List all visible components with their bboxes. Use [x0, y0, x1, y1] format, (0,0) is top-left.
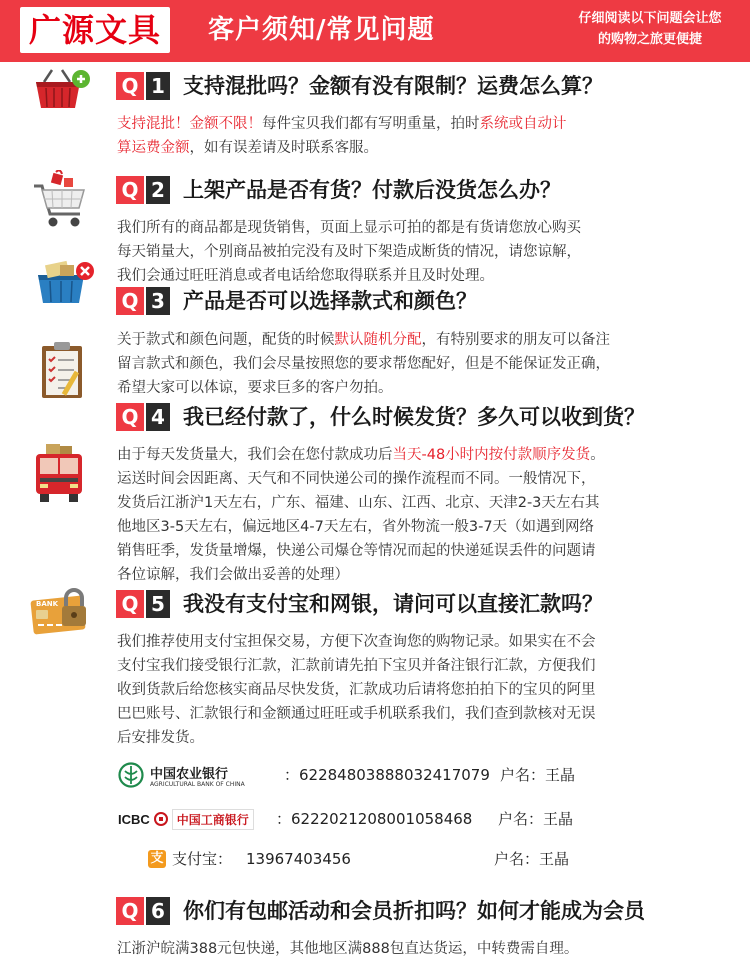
q-letter: Q [116, 176, 144, 204]
q4-line-4: 他地区3-5天左右，偏远地区4-7天左右，省外物流一般3-7天（如遇到网络 [117, 519, 595, 535]
abc-name: 中国农业银行 [150, 767, 229, 782]
q-letter: Q [116, 590, 144, 618]
abc-holder: 户名：王晶 [500, 766, 576, 784]
q4-title: 我已经付款了，什么时候发货？多久可以收到货？ [183, 405, 645, 429]
alipay-account: 13967403456 [246, 850, 351, 868]
alipay-logo-icon: 支 [148, 850, 166, 868]
q3-line-2: 留言款式和颜色，我们会尽量按照您的要求帮您配好，但是不能保证发正确， [117, 356, 610, 372]
q3-answer [117, 328, 737, 400]
q-letter: Q [116, 287, 144, 315]
q4-answer [117, 443, 737, 587]
q5-title: 我没有支付宝和网银，请问可以直接汇款吗？ [183, 592, 603, 616]
q5-line-2: 支付宝我们接受银行汇款，汇款前请先拍下宝贝并备注银行汇款，方便我们 [117, 658, 596, 674]
q3-red: 默认随机分配 [334, 332, 422, 348]
q2-answer [117, 216, 727, 288]
q3-line-1b: ，有特别要求的朋友可以备注 [421, 332, 610, 348]
q4-line-5: 销售旺季，发货量增爆，快递公司爆仓等情况而起的快递延误丢件的问题请 [117, 543, 596, 559]
q5-answer [117, 630, 737, 750]
q-number: 1 [146, 72, 170, 100]
q-number: 2 [146, 176, 170, 204]
q3-title: 产品是否可以选择款式和颜色？ [183, 289, 477, 313]
icbc-name: 中国工商银行 [172, 809, 254, 830]
brand-name: 广源文具 [28, 11, 161, 49]
q6-badge [116, 897, 170, 925]
q1-answer [117, 112, 677, 160]
bank-row-abc [118, 762, 718, 788]
page-title: 客户须知/常见问题 [208, 15, 435, 45]
shopping-cart-icon [30, 170, 92, 236]
q2-badge [116, 176, 170, 204]
icbc-en: ICBC [118, 811, 150, 827]
clipboard-icon [38, 340, 88, 402]
q3-line-3: 希望大家可以体谅，要求巨多的客户勿拍。 [117, 380, 393, 396]
abc-account: ：6228480388803241707​9 [284, 766, 490, 784]
q1-red-1: 支持混批！金额不限！ [117, 116, 262, 132]
basket-add-icon [30, 66, 92, 112]
q-number: 5 [146, 590, 170, 618]
alipay-holder: 户名：王晶 [494, 850, 570, 868]
icbc-emblem-icon [154, 812, 168, 826]
q-number: 3 [146, 287, 170, 315]
q4-line-1 [117, 443, 737, 467]
truck-icon [30, 442, 90, 506]
q5-line-3: 收到货款后给您核实商品尽快发货，汇款成功后请将您拍拍下的宝贝的阿里 [117, 682, 596, 698]
bank-card-lock-icon [30, 584, 94, 648]
q1-badge [116, 72, 170, 100]
q6-line-1: 江浙沪皖满388元包快递，其他地区满888包直达货运，中转费需自理。 [117, 941, 579, 957]
q4-line-1b: 。 [590, 447, 605, 463]
header-note-line1: 仔细阅读以下问题会让您 [578, 11, 722, 26]
q2-line-1: 我们所有的商品都是现货销售，页面上显示可拍的都是有货请您放心购买 [117, 220, 581, 236]
q-number: 6 [146, 897, 170, 925]
q4-badge [116, 403, 170, 431]
q1-text-1: 每件宝贝我们都有写明重量，拍时 [262, 116, 480, 132]
abc-english-name: AGRICULTURAL BANK OF CHINA [150, 781, 245, 788]
bank-row-alipay [118, 846, 718, 872]
header-note [560, 8, 740, 50]
q6-title: 你们有包邮活动和会员折扣吗？如何才能成为会员 [183, 899, 645, 923]
q5-badge [116, 590, 170, 618]
bank-card-label: BANK [36, 600, 59, 608]
q2-line-2: 每天销量大，个别商品被拍完没有及时下架造成断货的情况，请您谅解， [117, 244, 581, 260]
q5-line-4: 巴巴账号、汇款银行和金额通过旺旺或手机联系我们，我们查到款核对无误 [117, 706, 596, 722]
q-letter: Q [116, 403, 144, 431]
q-letter: Q [116, 72, 144, 100]
q2-line-3: 我们会通过旺旺消息或者电话给您取得联系并且及时处理。 [117, 268, 494, 284]
q1-title: 支持混批吗？金额有没有限制？运费怎么算？ [183, 74, 603, 98]
q4-line-3: 发货后江浙沪1天左右，广东、福建、山东、江西、北京、天津2-3天左右其 [117, 495, 600, 511]
q6-answer [117, 937, 737, 961]
q4-line-2: 运送时间会因距离、天气和不同快递公司的操作流程而不同。一般情况下， [117, 471, 596, 487]
q5-line-5: 后安排发货。 [117, 730, 204, 746]
q1-red-2: 系统或自动计 [479, 116, 567, 132]
bank-row-icbc [118, 806, 718, 832]
q4-red: 当天-48小时内按付款顺序发货 [392, 447, 591, 463]
basket-remove-icon [30, 255, 96, 307]
q4-line-6: 各位谅解，我们会做出妥善的处理） [117, 567, 349, 583]
q1-red-3: 算运费金额 [117, 140, 190, 156]
q-letter: Q [116, 897, 144, 925]
brand-logo [20, 7, 170, 53]
alipay-label: 支付宝： [172, 850, 233, 868]
q1-text-2: ，如有误差请及时联系客服。 [189, 140, 378, 156]
icbc-holder: 户名：王晶 [498, 810, 574, 828]
q3-line-1a: 关于款式和颜色问题，配货的时候 [117, 332, 335, 348]
abc-logo-icon [118, 762, 144, 788]
header-banner [0, 0, 750, 62]
q5-line-1: 我们推荐使用支付宝担保交易，方便下次查询您的购物记录。如果实在不会 [117, 634, 596, 650]
q3-badge [116, 287, 170, 315]
q-number: 4 [146, 403, 170, 431]
q4-line-1a: 由于每天发货量大，我们会在您付款成功后 [117, 447, 393, 463]
q3-line-1 [117, 328, 737, 352]
icbc-account: ：6222021208001058468 [276, 810, 473, 828]
q2-title: 上架产品是否有货？付款后没货怎么办？ [183, 178, 561, 202]
icbc-logo [118, 809, 254, 829]
header-note-line2: 的购物之旅更便捷 [597, 32, 702, 47]
